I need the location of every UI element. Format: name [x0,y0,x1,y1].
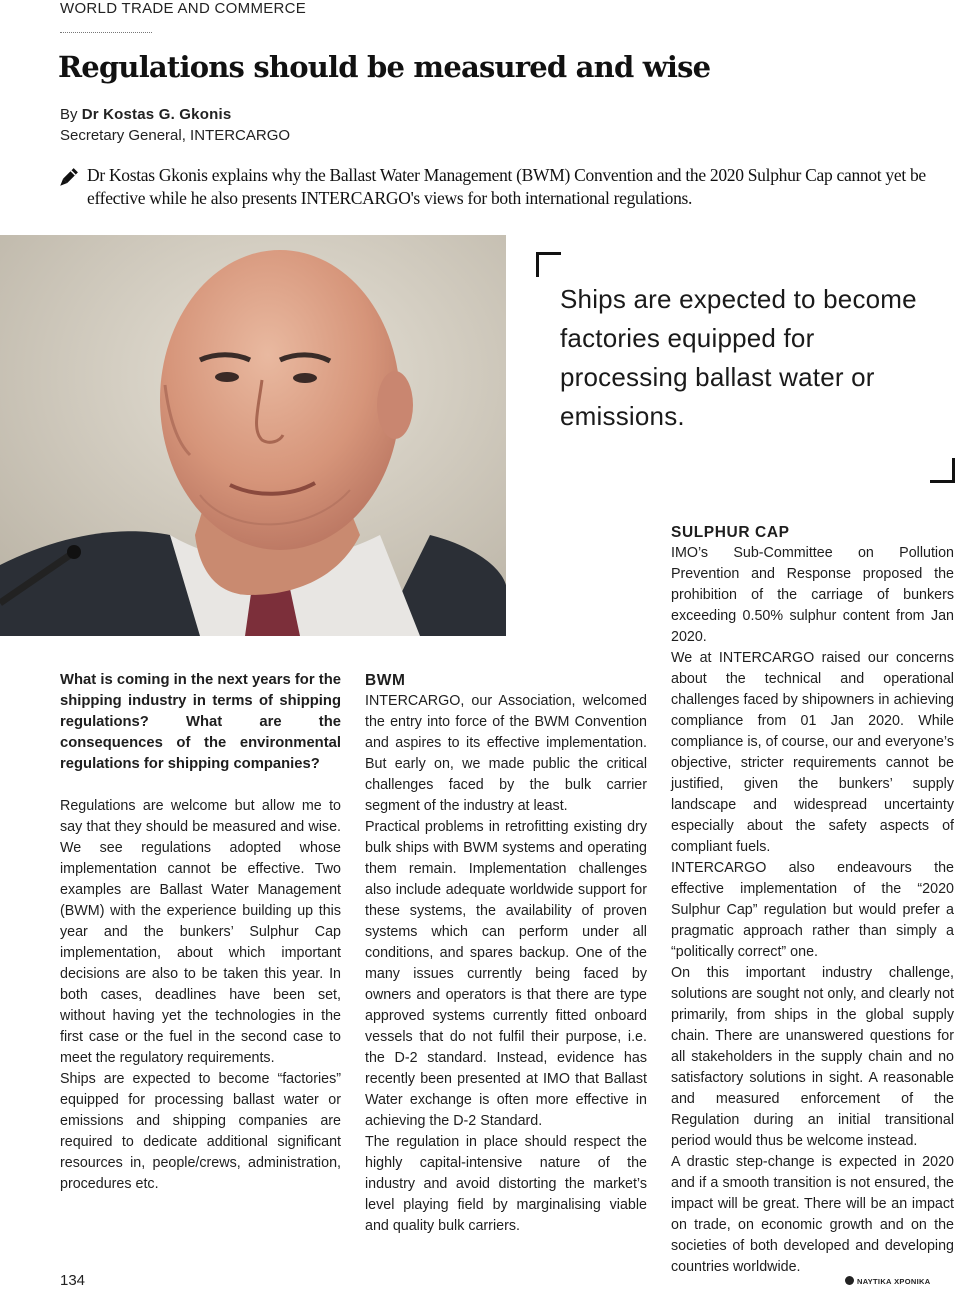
magazine-name: ΝΑΥΤΙΚΑ ΧΡΟΝΙΚΑ [857,1277,931,1286]
article-title: Regulations should be measured and wise [58,50,711,84]
paragraph: INTERCARGO also endeavours the effective implementation of the “2020 Sulphur Cap” regulation but would prefer a pragmatic approach rather than simply a “politically correct” one. [671,860,954,960]
portrait-illustration [0,235,506,636]
paragraph: Ships are expected to become “factories” equipped for processing ballast water or emissions and shipping companies are required to dedicate additional significant resources in, people/crews, administration, procedures etc. [60,1071,341,1192]
paragraph: The regulation in place should respect the highly capital-intensive nature of the industry and avoid distorting the market’s level playing field by marginalising viable and quality bulk carriers. [365,1134,647,1234]
pull-quote: Ships are expected to become factories equipped for processing ballast water or emissions. [560,284,917,431]
paragraph: INTERCARGO, our Association, welcomed the entry into force of the BWM Convention and aspires to its effective implementation. But early on, we made public the critical challenges faced by the bulk carrier segment of the industry at least. [365,693,647,814]
paragraph: IMO’s Sub-Committee on Pollution Prevention and Response proposed the prohibition of the carriage of bunkers exceeding 0.50% sulphur content from Jan 2020. [671,545,954,645]
section-divider [60,32,152,33]
article-column-2 [365,670,647,1237]
author-role: Secretary General, INTERCARGO [60,127,291,144]
page-number: 134 [60,1272,86,1289]
byline-prefix: By [60,106,78,123]
author-photo [0,235,506,636]
sulphur-cap-heading: SULPHUR CAP [671,524,790,541]
paragraph: Regulations are welcome but allow me to say that they should be measured and wise. We see regulations adopted whose implementation cannot be effective. Two examples are Ballast Water Management (BWM) with the experience building up this year and the bunkers’ Sulphur Cap implementation, about which important decisions are also to be taken this year. In both cases, deadlines have been set, without having yet the technologies in the first case or the fuel in the second case to meet the regulatory requirements. [60,798,341,1066]
paragraph: We at INTERCARGO raised our concerns about the technical and operational challenges faced by shipowners in achieving compliance from 01 Jan 2020. While compliance is, of course, our and everyone’s objective, stricter requirements cannot be justified, given the bunkers’ supply landscape and widespread uncertainty especially about the safety aspects of compliant fuels. [671,650,954,855]
bwm-heading: BWM [365,672,406,689]
magazine-logo-icon [845,1276,854,1285]
quote-corner-bottom-right [930,458,955,483]
article-intro: Dr Kostas Gkonis explains why the Ballast Water Management (BWM) Convention and the 2020 Sulphur Cap cannot yet be effective while he also presents INTERCARGO's views for both international regulations. [87,165,926,208]
section-label: WORLD TRADE AND COMMERCE [60,0,307,17]
pencil-icon [56,166,80,190]
paragraph: Practical problems in retrofitting existing dry bulk ships with BWM systems and operating them remain. Implementation challenges also include adequate worldwide support for these systems, the availability of proven systems which can perform under all conditions, and spares backup. One of the many issues currently being faced by owners and operators is that there are type approved systems currently fitted onboard vessels that do not fulfil their purpose, i.e. the D-2 standard. Instead, evidence has recently been presented at IMO that Ballast Water exchange is often more effective in achieving the D-2 Standard. [365,819,647,1129]
paragraph: A drastic step-change is expected in 2020 and if a smooth transition is not ensured, the impact will be great. There will be an impact on trade, on economic growth and on the societies of both developed and developing countries worldwide. [671,1154,954,1275]
article-column-3 [671,522,954,1278]
article-column-1 [60,670,341,1195]
quote-corner-top-left [536,252,561,277]
author-name: Dr Kostas G. Gkonis [81,106,232,123]
byline [60,104,290,146]
interview-question: What is coming in the next years for the shipping industry in terms of shipping regulations? What are the consequences of the environmental regulations for shipping companies? [60,672,341,772]
paragraph: On this important industry challenge, solutions are sought not only, and clearly not primarily, from ships in the global supply chain. There are unanswered questions for all stakeholders in the supply chain and no satisfactory solutions in sight. A reasonable and measured enforcement of the Regulation during an initial transitional period would thus be welcome instead. [671,965,954,1149]
